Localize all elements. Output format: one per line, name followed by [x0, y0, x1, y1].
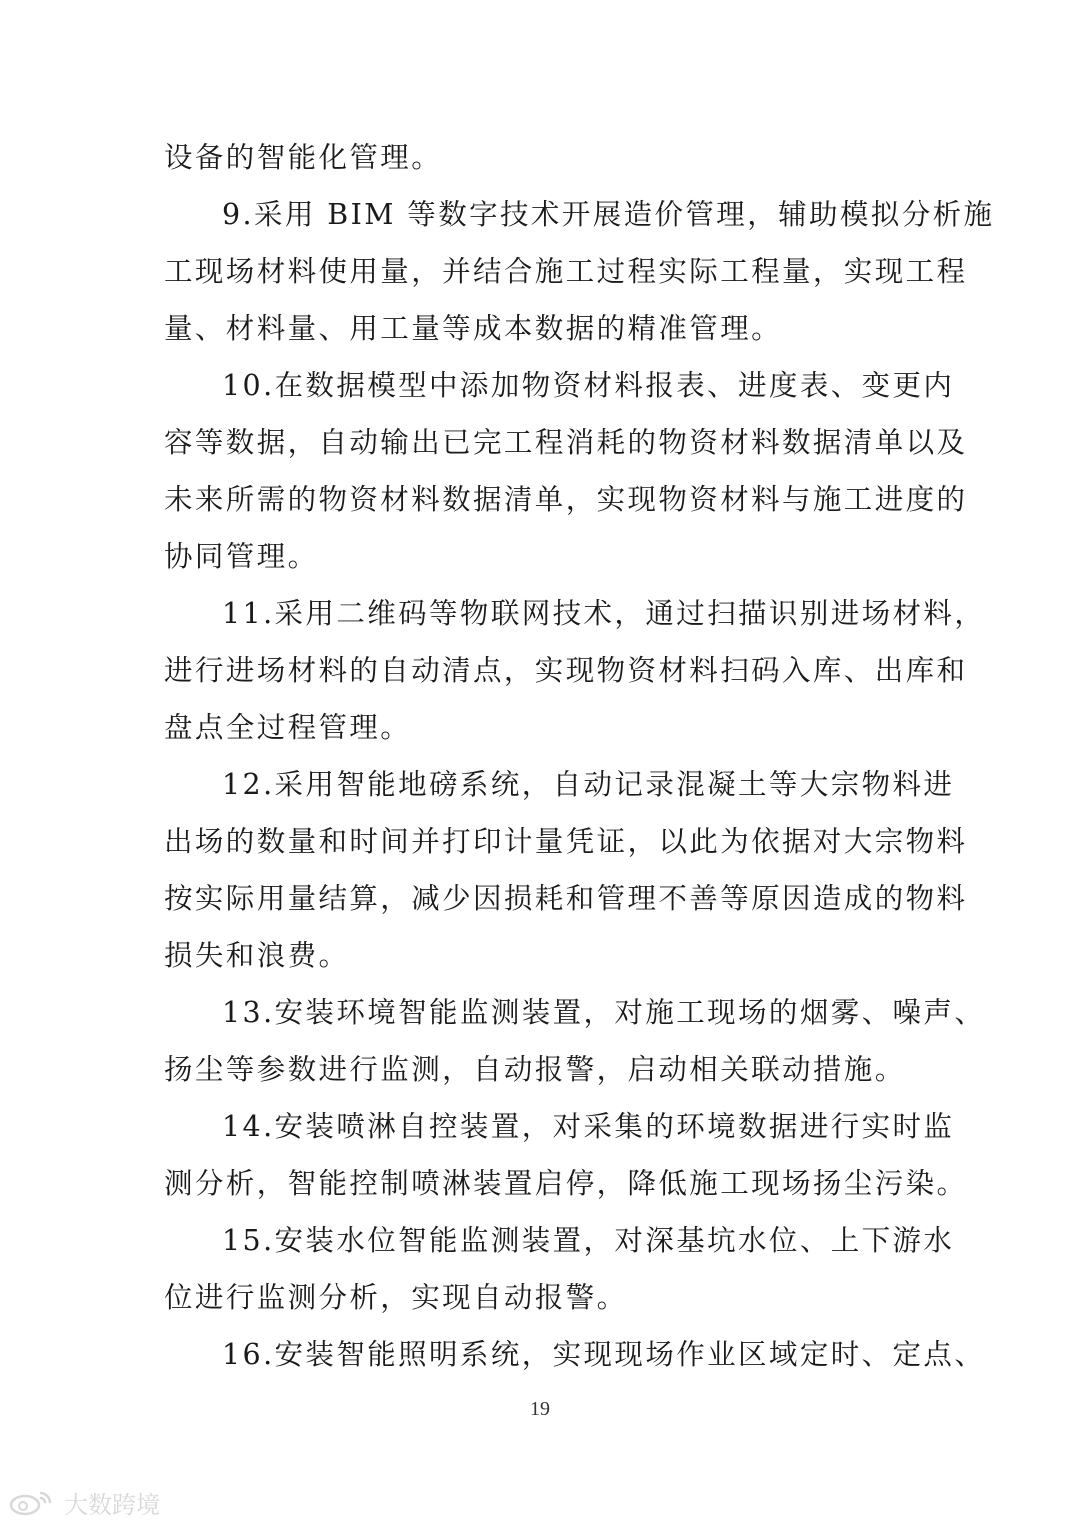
text-line: 按实际用量结算，减少因损耗和管理不善等原因造成的物料: [164, 882, 968, 915]
text-line: 11.采用二维码等物联网技术，通过扫描识别进场材料，: [222, 597, 986, 630]
watermark-text: 大数跨境: [64, 1490, 160, 1519]
text-line: 损失和浪费。: [164, 939, 350, 972]
text-line: 14.安装喷淋自控装置，对采集的环境数据进行实时监: [222, 1110, 955, 1143]
text-line: 16.安装智能照明系统，实现现场作业区域定时、定点、: [222, 1338, 986, 1371]
text-line: 量、材料量、用工量等成本数据的精准管理。: [164, 312, 783, 345]
text-line: 设备的智能化管理。: [164, 141, 443, 174]
text-line: 9.采用 BIM 等数字技术开展造价管理，辅助模拟分析施: [222, 198, 995, 231]
text-line: 工现场材料使用量，并结合施工过程实际工程量，实现工程: [164, 255, 968, 288]
watermark: [8, 1482, 160, 1522]
text-line: 未来所需的物资材料数据清单，实现物资材料与施工进度的: [164, 483, 968, 516]
text-line: 12.采用智能地磅系统，自动记录混凝土等大宗物料进: [222, 768, 955, 801]
weibo-logo-icon: [8, 1487, 58, 1517]
text-line: 容等数据，自动输出已完工程消耗的物资材料数据清单以及: [164, 426, 968, 459]
text-line: 15.安装水位智能监测装置，对深基坑水位、上下游水: [222, 1224, 955, 1257]
text-line: 扬尘等参数进行监测，自动报警，启动相关联动措施。: [164, 1053, 906, 1086]
text-line: 出场的数量和时间并打印计量凭证，以此为依据对大宗物料: [164, 825, 968, 858]
text-line: 盘点全过程管理。: [164, 711, 412, 744]
text-line: 进行进场材料的自动清点，实现物资材料扫码入库、出库和: [164, 654, 968, 687]
text-line: 10.在数据模型中添加物资材料报表、进度表、变更内: [222, 369, 955, 402]
text-line: 测分析，智能控制喷淋装置启停，降低施工现场扬尘污染。: [164, 1167, 968, 1200]
text-line: 协同管理。: [164, 540, 319, 573]
text-line: 13.安装环境智能监测装置，对施工现场的烟雾、噪声、: [222, 996, 986, 1029]
page-number: 19: [530, 1398, 550, 1420]
text-line: 位进行监测分析，实现自动报警。: [164, 1281, 628, 1314]
